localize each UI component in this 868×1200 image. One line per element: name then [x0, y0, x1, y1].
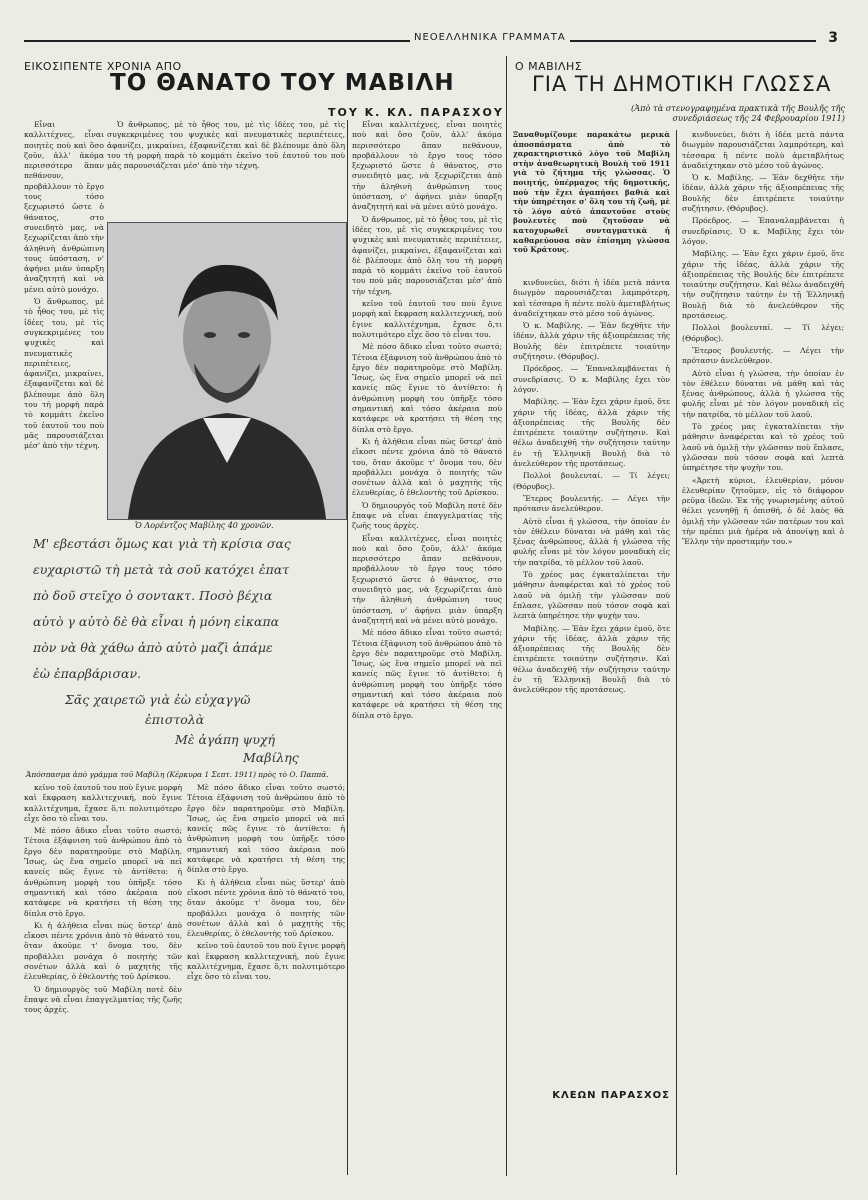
left-column-1-top: Εἶναι καλλιτέχνες, εἶναι ποιητὲς ποὺ καὶ ὅσο ζοῦν, ἀλλ' ἀκόμα περισσότερο ἅπαν πεθάνουν, προβάλλουν τὸ ἔργο τους τόσο ξεχωριστό ὥστε ὁ θάνατος, στο συνειδητὸ μας, νὰ ξεχωρίζεται ἀπὸ τὴν ἀληθινὴ ἀνθρώπινη τους ὑπόσταση, ν' ἀφήνει μιὰν ὑπαρξη ἀναζητητή καὶ νὰ μένει αὐτὸ μονάχο. Ὁ ἄνθρωπος, μὲ τὸ ἦθος του, μὲ τὶς ἰδέες του, μὲ τὶς συγκεκριμένες του ψυχικὲς καὶ πνευματικὲς περιπέτειες, ἀφανίζει, μικραίνει, ἐξαφανίζεται καὶ δὲ βλέπουμε ἀπὸ ὅλη του τὴ μορφὴ παρὰ τὸ κομμάτι ἐκεῖνο τοῦ ἑαυτοῦ του ποὺ μᾶς παρουσιάζεται μέσ' ἀπὸ τὴν τέχνη.	[24, 120, 104, 451]
column-rule-main	[506, 56, 507, 1176]
left-column-2-top: Ὁ ἄνθρωπος, μὲ τὸ ἦθος του, μὲ τὶς ἰδέες του, μὲ τὶς συγκεκριμένες του ψυχικὲς καὶ πνευματικὲς περιπέτειες, ἀφανίζει, μικραίνει, ἐξαφανίζεται καὶ δὲ βλέπουμε ἀπὸ ὅλη του τὴ μορφὴ παρὰ τὸ κομμάτι ἐκεῖνο τοῦ ἑαυτοῦ του ποὺ μᾶς παρουσιάζεται μέσ' ἀπὸ τὴν τέχνη.	[107, 120, 345, 171]
right-column-1: κινδυνεύει, διότι ἡ ἰδέα μετὰ πάντα διωγμὸν παρουσιάζεται λαμπρότερη, καὶ τέσσαρα ἢ πέντε πολὺ ἀμεταβλήτως ἀναδείχτηκαν στὸ μέσο τοῦ ἀγώνος. Ὁ κ. Μαβίλης. — Ἐὰν δεχθῆτε τὴν ἰδέαν, ἀλλὰ χάριν τῆς ἀξιοπρέπειας τῆς Βουλῆς δὲν ἐπιτρέπετε τοιαύτην συζήτησιν. (Θόρυβος). Πρόεδρος. — Ἐπαναλαμβάνεται ἡ συνεδρίασις. Ὁ κ. Μαβίλης ἔχει τὸν λόγον. Μαβίλης. — Ἐὰν ἔχει χάριν ἐμοῦ, ὅτε χάριν τῆς ἰδέας, ἀλλὰ χάριν τῆς ἀξιοπρέπειας τῆς Βουλῆς δὲν ἐπιτρέπετε τοιαύτην συζήτησιν. Καὶ θέλω ἀναδειχθῆ τὴν συζήτησιν ταύτην ἐν τῇ Ἑλληνικῇ Βουλῇ διὰ τὸ ἀνελεύθερον τῆς προτάσεως. Πολλοὶ βουλευταί. — Τί λέγει; (Θόρυβος). Ἕτερος βουλευτής. — Λέγει τὴν πρότασιν ἀνελεύθερον. Αὐτὸ εἶναι ἡ γλώσσα, τὴν ὁποίαν ἐν τὸν ἐθέλειν δύναται νὰ μάθη καὶ τὰς ξένας ἀνθρώπους, ἀλλὰ ἡ γλώσσα τῆς φυλῆς εἶναι μὲ τὸν λόγον μοναδικὴ εἰς τὴν πατρίδα, τὸ μέλλον τοῦ λαοῦ. Τὸ χρέος μας ἐγκαταλίπεται τὴν μάθησιν ἀναφέρεται καὶ τὸ χρέος τοῦ λαοῦ νὰ ὁμιλῇ τὴν γλῶσσαν ποὺ ἔπλασε, γλῶσσαν ποὺ τόσον σοφὰ καὶ λεπτὰ ὑπηρέτησε τὴν ψυχὴν του. Μαβίλης. — Ἐὰν ἔχει χάριν ἐμοῦ, ὅτε χάριν τῆς ἰδέας, ἀλλὰ χάριν τῆς ἀξιοπρέπειας τῆς Βουλῆς δὲν ἐπιτρέπετε τοιαύτην συζήτησιν. Καὶ θέλω ἀναδειχθῆ τὴν συζήτησιν ταύτην ἐν τῇ Ἑλληνικῇ Βουλῇ διὰ τὸ ἀνελεύθερον τῆς προτάσεως.	[513, 278, 670, 695]
right-kicker: Ο ΜΑΒΙΛΗΣ	[515, 60, 583, 73]
left-headline: ΤΟ ΘΑΝΑΤΟ ΤΟΥ ΜΑΒΙΛΗ	[110, 70, 455, 96]
mavilis-portrait-photo	[107, 222, 347, 520]
right-signature: ΚΛΕΩΝ ΠΑΡΑΣΧΟΣ	[552, 1090, 670, 1101]
column-rule-right	[676, 130, 677, 1175]
running-title: ΝΕΟΕΛΛΗΝΙΚΑ ΓΡΑΜΜΑΤΑ	[410, 32, 570, 43]
left-column-1-bottom: κεῖνο τοῦ ἑαυτοῦ του ποὺ ἔγινε μορφὴ καὶ ἔκφραση καλλιτεχνική, ποὺ ἔγινε καλλιτέχνημα, ἔχασε ὅ,τι πολυτιμότερο εἶχε ὅσο τὸ εἶναι του. Μὲ πόσο ἄδικο εἶναι τοῦτο σωστό; Τέτοια ἐξάφνιση τοῦ ἀνθρώπου ἀπὸ τὸ ἔργο δὲν παρατηροῦμε στὸ Μαβίλη. Ἴσως, ὡς ἕνα σημεῖο μπορεῖ νὰ πεῖ κανείς πῶς ἔγινε τὸ ἀντίθετο: ἡ ἀνθρώπινη μορφὴ του ὑπῆρξε τόσο σημαντική καὶ τόσο ἀκέραια ποὺ κατάφερε νὰ κρατήσει τὴ θέση της δίπλα στὸ ἔργο. Κι ἡ ἀλήθεια εἶναι πὼς ὕστερ' ἀπὸ εἴκοσι πέντε χρόνια ἀπὸ τὸ θάνατό του, ὅταν ἀκοῦμε τ' ὄνομα του, δὲν προβάλλει μονάχα ὁ ποιητὴς τῶν σονέτων ἀλλὰ καὶ ὁ μαχητὴς τῆς ἐλευθερίας, ὁ ἐθελοντὴς τοῦ Δρίσκου. Ὁ δημιουργὸς τοῦ Μαβίλη ποτὲ δὲν ἔπαψε νὰ εἶναι ἐπαγγελματίας τῆς ζωῆς τους ἀρχὲς.	[24, 783, 182, 1015]
left-column-3: Εἶναι καλλιτέχνες, εἶναι ποιητὲς ποὺ καὶ ὅσο ζοῦν, ἀλλ' ἀκόμα περισσότερο ἅπαν πεθάνουν, προβάλλουν τὸ ἔργο τους τόσο ξεχωριστό ὥστε ὁ θάνατος, στο συνειδητὸ μας, νὰ ξεχωρίζεται ἀπὸ τὴν ἀληθινὴ ἀνθρώπινη τους ὑπόσταση, ν' ἀφήνει μιὰν ὑπαρξη ἀναζητητή καὶ νὰ μένει αὐτὸ μονάχο. Ὁ ἄνθρωπος, μὲ τὸ ἦθος του, μὲ τὶς ἰδέες του, μὲ τὶς συγκεκριμένες του ψυχικὲς καὶ πνευματικὲς περιπέτειες, ἀφανίζει, μικραίνει, ἐξαφανίζεται καὶ δὲ βλέπουμε ἀπὸ ὅλη του τὴ μορφὴ παρὰ τὸ κομμάτι ἐκεῖνο τοῦ ἑαυτοῦ του ποὺ μᾶς παρουσιάζεται μέσ' ἀπὸ τὴν τέχνη. κεῖνο τοῦ ἑαυτοῦ του ποὺ ἔγινε μορφὴ καὶ ἔκφραση καλλιτεχνική, ποὺ ἔγινε καλλιτέχνημα, ἔχασε ὅ,τι πολυτιμότερο εἶχε ὅσο τὸ εἶναι του. Μὲ πόσο ἄδικο εἶναι τοῦτο σωστό; Τέτοια ἐξάφνιση τοῦ ἀνθρώπου ἀπὸ τὸ ἔργο δὲν παρατηροῦμε στὸ Μαβίλη. Ἴσως, ὡς ἕνα σημεῖο μπορεῖ νὰ πεῖ κανείς πῶς ἔγινε τὸ ἀντίθετο: ἡ ἀνθρώπινη μορφὴ του ὑπῆρξε τόσο σημαντική καὶ τόσο ἀκέραια ποὺ κατάφερε νὰ κρατήσει τὴ θέση της δίπλα στὸ ἔργο. Κι ἡ ἀλήθεια εἶναι πὼς ὕστερ' ἀπὸ εἴκοσι πέντε χρόνια ἀπὸ τὸ θάνατό του, ὅταν ἀκοῦμε τ' ὄνομα του, δὲν προβάλλει μονάχα ὁ ποιητὴς τῶν σονέτων ἀλλὰ καὶ ὁ μαχητὴς τῆς ἐλευθερίας, ὁ ἐθελοντὴς τοῦ Δρίσκου. Ὁ δημιουργὸς τοῦ Μαβίλη ποτὲ δὲν ἔπαψε νὰ εἶναι ἐπαγγελματίας τῆς ζωῆς τους ἀρχὲς. Εἶναι καλλιτέχνες, εἶναι ποιητὲς ποὺ καὶ ὅσο ζοῦν, ἀλλ' ἀκόμα περισσότερο ἅπαν πεθάνουν, προβάλλουν τὸ ἔργο τους τόσο ξεχωριστό ὥστε ὁ θάνατος, στο συνειδητὸ μας, νὰ ξεχωρίζεται ἀπὸ τὴν ἀληθινὴ ἀνθρώπινη τους ὑπόσταση, ν' ἀφήνει μιὰν ὑπαρξη ἀναζητητή καὶ νὰ μένει αὐτὸ μονάχο. Μὲ πόσο ἄδικο εἶναι τοῦτο σωστό; Τέτοια ἐξάφνιση τοῦ ἀνθρώπου ἀπὸ τὸ ἔργο δὲν παρατηροῦμε στὸ Μαβίλη. Ἴσως, ὡς ἕνα σημεῖο μπορεῖ νὰ πεῖ κανείς πῶς ἔγινε τὸ ἀντίθετο: ἡ ἀνθρώπινη μορφὴ του ὑπῆρξε τόσο σημαντική καὶ τόσο ἀκέραια ποὺ κατάφερε νὰ κρατήσει τὴ θέση της δίπλα στὸ ἔργο.	[352, 120, 502, 720]
left-byline: ΤΟΥ Κ. ΚΛ. ΠΑΡΑΣΧΟΥ	[328, 106, 504, 119]
right-note: (Ἀπὸ τὰ στενογραφημένα πρακτικὰ τῆς Βουλῆς τῆς συνεδριάσεως τῆς 24 Φεβρουαρίου 1911)	[631, 103, 845, 123]
letter-caption: Ἀπόσπασμα ἀπὸ γράμμα τοῦ Μαβίλη (Κέρκυρα 1 Σεπτ. 1911) πρὸς τὸ Ο. Παππᾶ.	[26, 770, 329, 779]
handwritten-letter: Μ' εβεστάσι ὅμως και γιὰ τὴ κρίσια σας ευχαριστῶ τὴ μετὰ τὰ σοῦ κατόχει ἐπατ πὸ δοῦ στεῖχο ὁ σοντακτ. Ποσὸ βέχια αὐτὸ γ αὐτὸ δὲ θὰ εἶναι ἡ μόνη εἰκαπα πὸν νὰ θὰ χάθω ἀπὸ αὐτὸ μαζὶ ἀπάμε ἑὼ ἐπαρβάρισαν. Σᾶς χαιρετῶ γιὰ ἐὼ εὐχαγγῶ ἐπιστολὰ Μὲ ἀγάπη ψυχή Μαβίλης	[25, 532, 345, 767]
right-intro: Ξαναθυμίζουμε παρακάτω μερικὰ ἀποσπάσματα ἀπὸ τὸ χαρακτηριστικό λόγο τοῦ Μαβίλη στὴν ἀναθεωρητικὴ Βουλὴ τοῦ 1911 γιὰ τὸ ζήτημα τῆς γλώσσας. Ὁ ποιητής, ὑπέρμαχος τῆς δημοτικῆς, ποὺ τὴν ἔχει ἀγαπήσει βαθιὰ καὶ τὴν ὑπηρέτησε σ' ὅλη του τὴ ζωὴ, μὲ τὸ λόγο αὐτὸ ἀπαντοῦσε στοὺς βουλευτὲς ποὺ ζητοῦσαν νὰ κατοχυρωθεῖ συνταγματικὰ ἡ καθαρεύουσα σὰν ἐπίσημη γλώσσα τοῦ Κράτους.	[513, 130, 670, 255]
column-rule-left	[347, 120, 348, 1175]
right-column-2: κινδυνεύει, διότι ἡ ἰδέα μετὰ πάντα διωγμὸν παρουσιάζεται λαμπρότερη, καὶ τέσσαρα ἢ πέντε πολὺ ἀμεταβλήτως ἀναδείχτηκαν στὸ μέσο τοῦ ἀγώνος. Ὁ κ. Μαβίλης. — Ἐὰν δεχθῆτε τὴν ἰδέαν, ἀλλὰ χάριν τῆς ἀξιοπρέπειας τῆς Βουλῆς δὲν ἐπιτρέπετε τοιαύτην συζήτησιν. (Θόρυβος). Πρόεδρος. — Ἐπαναλαμβάνεται ἡ συνεδρίασις. Ὁ κ. Μαβίλης ἔχει τὸν λόγον. Μαβίλης. — Ἐὰν ἔχει χάριν ἐμοῦ, ὅτε χάριν τῆς ἰδέας, ἀλλὰ χάριν τῆς ἀξιοπρέπειας τῆς Βουλῆς δὲν ἐπιτρέπετε τοιαύτην συζήτησιν. Καὶ θέλω ἀναδειχθῆ τὴν συζήτησιν ταύτην ἐν τῇ Ἑλληνικῇ Βουλῇ διὰ τὸ ἀνελεύθερον τῆς προτάσεως. Πολλοὶ βουλευταί. — Τί λέγει; (Θόρυβος). Ἕτερος βουλευτής. — Λέγει τὴν πρότασιν ἀνελεύθερον. Αὐτὸ εἶναι ἡ γλώσσα, τὴν ὁποίαν ἐν τὸν ἐθέλειν δύναται νὰ μάθη καὶ τὰς ξένας ἀνθρώπους, ἀλλὰ ἡ γλώσσα τῆς φυλῆς εἶναι μὲ τὸν λόγον μοναδικὴ εἰς τὴν πατρίδα, τὸ μέλλον τοῦ λαοῦ. Τὸ χρέος μας ἐγκαταλίπεται τὴν μάθησιν ἀναφέρεται καὶ τὸ χρέος τοῦ λαοῦ νὰ ὁμιλῇ τὴν γλῶσσαν ποὺ ἔπλασε, γλῶσσαν ποὺ τόσον σοφὰ καὶ λεπτὰ ὑπηρέτησε τὴν ψυχὴν του. «Ἀρετὴ κύριοι, ἐλευθερίαν, μόνον ἐλευθερίαν ζητοῦμεν, εἰς τὸ διάφορον ρεῦμα ἰδεῶν. Ἐκ τῆς γνωρισμένης αὐτοῦ θέλει γεννηθῇ ἡ ὀπισθή, ὁ δὲ λαὸς θὰ ὁμιλῇ τὴν γλῶσσαν τῶν πατέρων του καὶ τὴν πρέπει μιὰ ἡμέρα νὰ ἀπονίψῃ καὶ ὁ Ἕλλην τὴν προσταμήν του.»	[682, 130, 844, 547]
left-column-2-bottom: Μὲ πόσο ἄδικο εἶναι τοῦτο σωστό; Τέτοια ἐξάφνιση τοῦ ἀνθρώπου ἀπὸ τὸ ἔργο δὲν παρατηροῦμε στὸ Μαβίλη. Ἴσως, ὡς ἕνα σημεῖο μπορεῖ νὰ πεῖ κανείς πῶς ἔγινε τὸ ἀντίθετο: ἡ ἀνθρώπινη μορφὴ του ὑπῆρξε τόσο σημαντική καὶ τόσο ἀκέραια ποὺ κατάφερε νὰ κρατήσει τὴ θέση της δίπλα στὸ ἔργο. Κι ἡ ἀλήθεια εἶναι πὼς ὕστερ' ἀπὸ εἴκοσι πέντε χρόνια ἀπὸ τὸ θάνατό του, ὅταν ἀκοῦμε τ' ὄνομα του, δὲν προβάλλει μονάχα ὁ ποιητὴς τῶν σονέτων ἀλλὰ καὶ ὁ μαχητὴς τῆς ἐλευθερίας, ὁ ἐθελοντὴς τοῦ Δρίσκου. κεῖνο τοῦ ἑαυτοῦ του ποὺ ἔγινε μορφὴ καὶ ἔκφραση καλλιτεχνική, ποὺ ἔγινε καλλιτέχνημα, ἔχασε ὅ,τι πολυτιμότερο εἶχε ὅσο τὸ εἶναι του.	[187, 783, 345, 982]
left-kicker: ΕΙΚΟΣΙΠΕΝΤΕ ΧΡΟΝΙΑ ΑΠΟ	[24, 60, 182, 73]
page-number: 3	[828, 30, 838, 46]
portrait-icon	[108, 223, 346, 519]
photo-caption: Ὁ Λορέντζος Μαβίλης 40 χρονῶν.	[135, 521, 274, 530]
right-headline: ΓΙΑ ΤΗ ΔΗΜΟΤΙΚΗ ΓΛΩΣΣΑ	[532, 72, 832, 96]
